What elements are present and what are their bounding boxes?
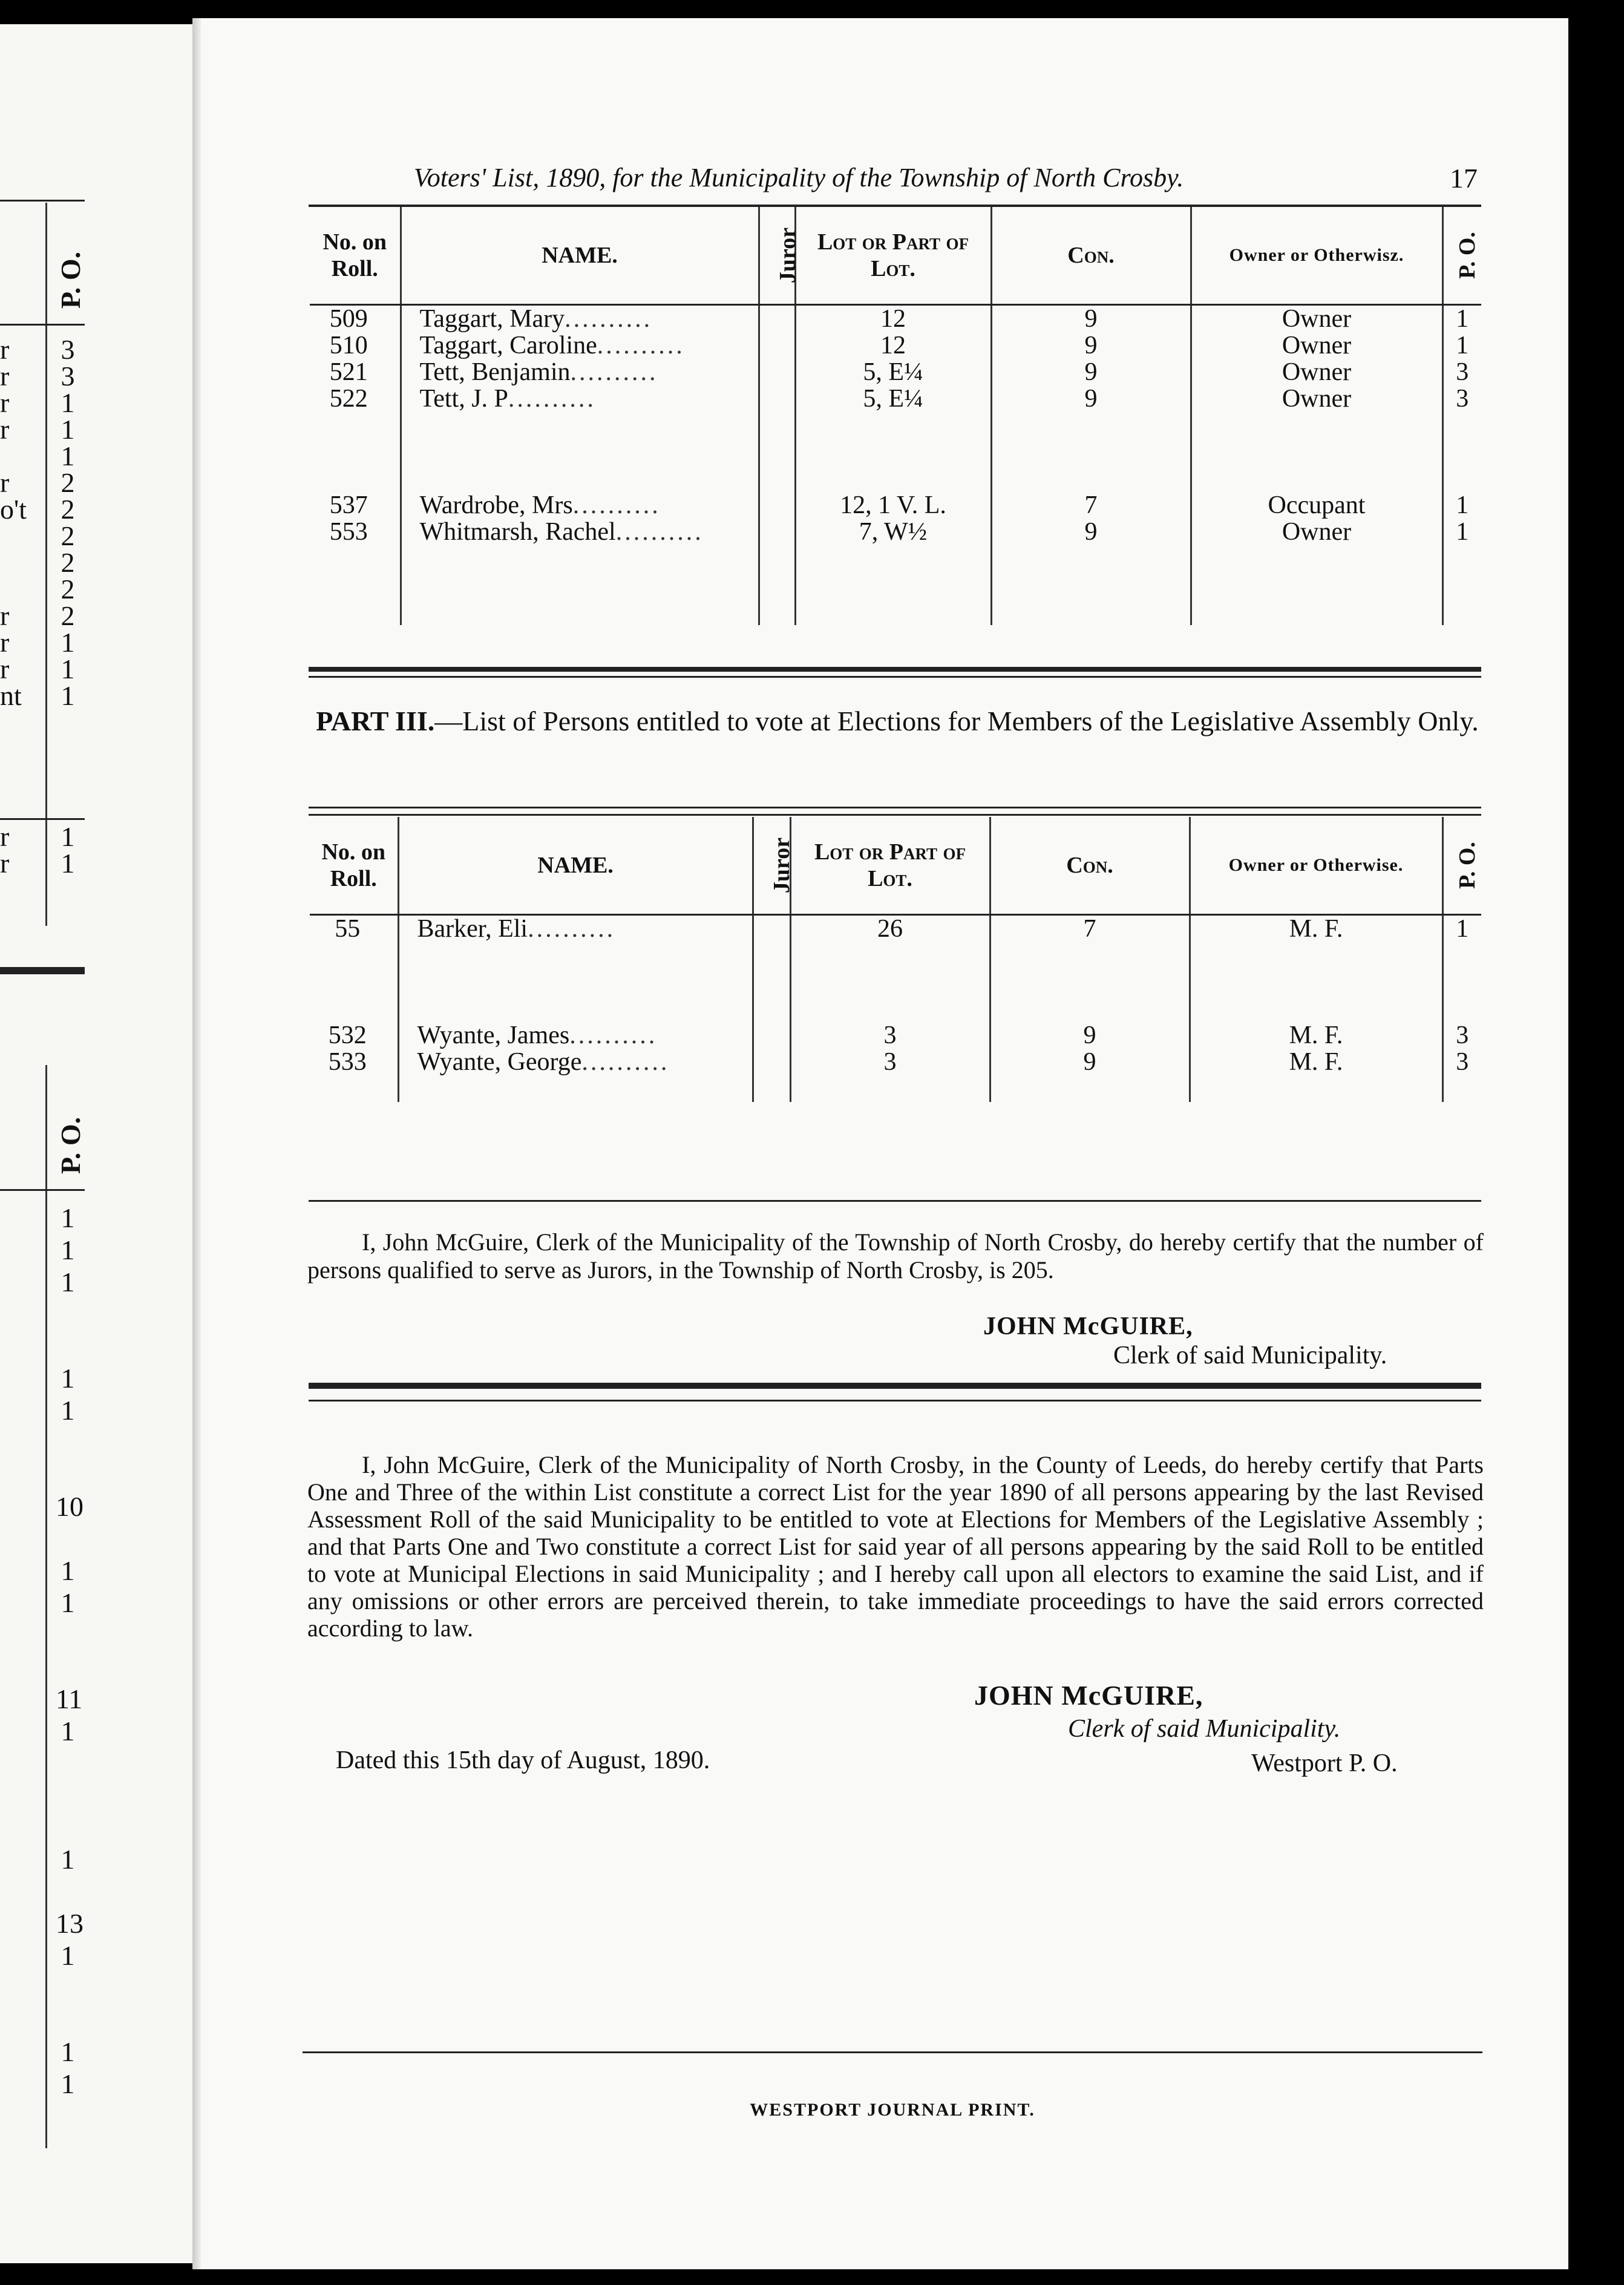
- table-spacer-row: [310, 412, 1481, 439]
- concession-text: 9: [1084, 358, 1098, 386]
- left-top-rule: [0, 200, 85, 202]
- voter-name: [401, 519, 759, 545]
- left-page-po-value: 1: [61, 1267, 75, 1297]
- owner-status-text: M. F.: [1289, 1021, 1343, 1049]
- part3-heading: [313, 702, 1481, 741]
- post-office-text: 1: [1456, 915, 1469, 943]
- left-page-po-value: 2: [61, 467, 75, 498]
- left-thick-rule: [0, 967, 85, 974]
- col-juror-label: Juror: [768, 837, 794, 894]
- left-po-header-2: P. O.: [55, 1116, 86, 1174]
- concession-text: 7: [1084, 491, 1098, 519]
- left-page-row: [0, 2070, 85, 2098]
- left-page-row: [0, 1333, 85, 1360]
- table-row: [310, 915, 1481, 943]
- left-page-po-value: 1: [61, 387, 75, 418]
- concession-text: 9: [1084, 385, 1098, 413]
- voter-name: [398, 1022, 753, 1049]
- owner-status-text: Owner: [1282, 332, 1352, 359]
- dot-leader: ..........: [569, 1022, 658, 1049]
- part3-top-rule: [309, 807, 1481, 808]
- voter-name-text: Tett, Benjamin: [419, 359, 571, 385]
- part3-heading-lead: PART III.: [316, 706, 435, 736]
- lot: [795, 305, 991, 333]
- post-office: [1442, 1049, 1481, 1075]
- col-juror: [759, 207, 801, 305]
- voter-name-text: Whitmarsh, Rachel: [419, 519, 616, 545]
- roll-number-text: 532: [328, 1021, 367, 1049]
- col-no-on-roll: No. on Roll.: [310, 817, 398, 915]
- left-page-po-value: 1: [61, 1716, 75, 1746]
- left-page-row: [0, 362, 85, 390]
- left-page-row: [0, 1749, 85, 1777]
- concession: [991, 519, 1191, 545]
- voter-name-text: Tett, J. P: [419, 385, 508, 412]
- left-page-po-value: 1: [61, 680, 75, 711]
- left-page-row: [0, 1974, 85, 2002]
- left-page-row: [0, 1397, 85, 1424]
- left-page-po-value: 13: [56, 1908, 83, 1939]
- roll-number-text: 522: [329, 385, 368, 413]
- part2-bottom-double-rule: [309, 667, 1481, 672]
- left-page-po-value: 1: [61, 1202, 75, 1233]
- voter-name: [401, 385, 759, 412]
- owner-status-text: Owner: [1282, 358, 1352, 386]
- left-page-po-value: 3: [61, 334, 75, 365]
- part2-bottom-thin-rule: [309, 676, 1481, 678]
- post-office: [1442, 1022, 1481, 1049]
- left-page-po-value: 1: [61, 1395, 75, 1426]
- post-office: [1442, 915, 1481, 943]
- left-page-po-value: 2: [61, 520, 75, 551]
- left-page-row: [0, 1525, 85, 1553]
- left-page-row: [0, 1300, 85, 1328]
- roll-number-text: 553: [329, 518, 368, 546]
- left-page-po-value: 1: [61, 848, 75, 879]
- post-office: [1442, 519, 1481, 545]
- lot: [795, 492, 991, 519]
- left-po-header: P. O.: [55, 251, 86, 309]
- juror-cell: [759, 385, 795, 412]
- left-page-row: [0, 469, 85, 497]
- left-page-text-fragment: nt: [0, 680, 22, 711]
- left-page-po-value: 1: [61, 1234, 75, 1265]
- concession-text: 9: [1083, 1021, 1096, 1049]
- dot-leader: ..........: [581, 1049, 670, 1075]
- table-row: [310, 305, 1481, 333]
- left-page-row: [0, 1621, 85, 1649]
- table-spacer-row: [310, 545, 1481, 572]
- part3-heading-text: —List of Persons entitled to vote at Elections for Members of the Legislative Assembly Only.: [434, 706, 1479, 736]
- owner-status-text: Owner: [1282, 518, 1352, 546]
- dot-leader: ..........: [528, 915, 616, 942]
- col-lot: Lot or Part of Lot.: [790, 817, 990, 915]
- roll-number: [310, 385, 401, 412]
- part3-body: [310, 915, 1481, 1103]
- left-page-po-value: 1: [61, 1940, 75, 1971]
- concession-text: 9: [1084, 305, 1098, 333]
- printer-imprint: WESTPORT JOURNAL PRINT.: [750, 2100, 1035, 2120]
- dot-leader: ..........: [572, 492, 661, 519]
- left-page-text-fragment: o't: [0, 494, 27, 525]
- part2-header-row: [310, 207, 1481, 305]
- left-page-row: [0, 1846, 85, 1874]
- left-page-row: [0, 655, 85, 683]
- owner-status-text: Owner: [1282, 385, 1352, 413]
- dot-leader: ..........: [570, 359, 658, 385]
- lot: [795, 385, 991, 412]
- juror-cell: [753, 915, 790, 943]
- owner-status: [1191, 332, 1442, 359]
- left-page-row: [0, 1685, 85, 1713]
- roll-number: [310, 305, 401, 333]
- post-office-text: 1: [1456, 491, 1469, 519]
- col-po: [1442, 207, 1481, 305]
- part2-body: [310, 305, 1481, 626]
- col-po-label: P. O.: [1454, 232, 1480, 279]
- post-office-text: 3: [1456, 1021, 1469, 1049]
- left-page-row: [0, 682, 85, 710]
- table-spacer-row: [310, 465, 1481, 492]
- left-page-row: [0, 336, 85, 364]
- roll-number: [310, 359, 401, 385]
- dot-leader: ..........: [565, 305, 653, 332]
- col-owner: Owner or Otherwisz.: [1191, 207, 1442, 305]
- lot: [790, 1022, 990, 1049]
- owner-status-text: M. F.: [1289, 1048, 1343, 1076]
- roll-number-text: 533: [328, 1048, 367, 1076]
- concession-text: 9: [1084, 518, 1098, 546]
- owner-status: [1191, 305, 1442, 333]
- left-page-text-fragment: r: [0, 387, 10, 418]
- lot-text: 12: [880, 305, 906, 333]
- left-page-text-fragment: r: [0, 600, 10, 631]
- voter-name: [401, 332, 759, 359]
- left-page-row: [0, 629, 85, 657]
- left-page-row: [0, 1268, 85, 1296]
- post-office: [1442, 305, 1481, 333]
- juror-cert-rule: [309, 1200, 1481, 1202]
- owner-status: [1190, 915, 1442, 943]
- part2-voters-table: [310, 207, 1481, 625]
- left-page-po-value: 1: [61, 627, 75, 658]
- left-page-row: [0, 1878, 85, 1906]
- left-page-po-value: 1: [61, 2036, 75, 2067]
- left-page-text-fragment: r: [0, 654, 10, 684]
- juror-cell: [759, 359, 795, 385]
- concession: [991, 385, 1191, 412]
- roll-number: [310, 1022, 398, 1049]
- col-juror-label: Juror: [774, 227, 801, 284]
- voter-name-text: Wardrobe, Mrs: [419, 492, 573, 519]
- voter-name-text: Taggart, Caroline: [419, 332, 597, 359]
- left-page-row: [0, 1429, 85, 1457]
- table-row: [310, 385, 1481, 412]
- owner-status-text: Owner: [1282, 305, 1352, 333]
- voter-name: [398, 1049, 753, 1075]
- table-spacer-row: [310, 995, 1481, 1022]
- final-cert-dated: Dated this 15th day of August, 1890.: [336, 1746, 710, 1774]
- table-spacer-row: [310, 942, 1481, 969]
- lot: [790, 915, 990, 943]
- left-page-row: [0, 2038, 85, 2066]
- voter-name: [401, 305, 759, 333]
- left-page-text-fragment: r: [0, 627, 10, 658]
- post-office-text: 3: [1456, 385, 1469, 413]
- owner-status: [1190, 1022, 1442, 1049]
- post-office: [1442, 492, 1481, 519]
- post-office: [1442, 359, 1481, 385]
- left-page-po-value: 2: [61, 574, 75, 605]
- left-mid-rule: [0, 818, 85, 820]
- left-page-row: [0, 389, 85, 417]
- lot-text: 3: [883, 1021, 897, 1049]
- part3-header-row: [310, 817, 1481, 915]
- left-page-row: [0, 496, 85, 523]
- table-spacer-row: [310, 598, 1481, 625]
- left-page-po-value: 1: [61, 654, 75, 684]
- post-office-text: 1: [1456, 518, 1469, 546]
- col-juror: [753, 817, 794, 915]
- lot: [790, 1049, 990, 1075]
- left-page-text-fragment: r: [0, 361, 10, 392]
- left-page-row: [0, 522, 85, 550]
- post-office-text: 3: [1456, 1048, 1469, 1076]
- table-row: [310, 1049, 1481, 1075]
- concession: [991, 332, 1191, 359]
- juror-cert-signature: JOHN McGUIRE,: [983, 1313, 1193, 1340]
- left-page-po-value: 1: [61, 1555, 75, 1586]
- juror-cell: [759, 492, 795, 519]
- col-lot: Lot or Part of Lot.: [795, 207, 991, 305]
- juror-cell: [759, 305, 795, 333]
- final-cert-thin-rule: [309, 1400, 1481, 1401]
- roll-number: [310, 332, 401, 359]
- part3-voters-table: [310, 817, 1481, 1102]
- left-page-row: [0, 1589, 85, 1617]
- col-po-label: P. O.: [1454, 842, 1480, 889]
- roll-number: [310, 915, 398, 943]
- running-head: Voters' List, 1890, for the Municipality of the Township of North Crosby.: [413, 163, 1184, 192]
- left-page-row: [0, 823, 85, 851]
- owner-status: [1191, 492, 1442, 519]
- roll-number: [310, 492, 401, 519]
- left-page-row: [0, 1557, 85, 1585]
- lot-text: 12, 1 V. L.: [840, 491, 946, 519]
- left-page-text-fragment: r: [0, 414, 10, 445]
- lot-text: 12: [880, 332, 906, 359]
- post-office: [1442, 385, 1481, 412]
- owner-status-text: Occupant: [1268, 491, 1366, 519]
- left-page-row: [0, 549, 85, 577]
- left-page-po-value: 10: [56, 1491, 83, 1522]
- table-row: [310, 332, 1481, 359]
- table-spacer-row: [310, 572, 1481, 598]
- owner-status: [1190, 1049, 1442, 1075]
- left-page-po-value: 1: [61, 821, 75, 852]
- left-page-po-value: 1: [61, 1844, 75, 1875]
- post-office: [1442, 332, 1481, 359]
- col-name: NAME.: [398, 817, 753, 915]
- voter-name-text: Wyante, James: [417, 1022, 570, 1049]
- juror-cert-title: Clerk of said Municipality.: [1113, 1342, 1387, 1369]
- roll-number-text: 509: [329, 305, 368, 333]
- owner-status: [1191, 359, 1442, 385]
- table-row: [310, 519, 1481, 545]
- left-page-po-value: 1: [61, 1587, 75, 1618]
- table-row: [310, 492, 1481, 519]
- juror-cell: [759, 519, 795, 545]
- lot-text: 7, W½: [859, 518, 928, 546]
- roll-number: [310, 519, 401, 545]
- left-page-row: [0, 1910, 85, 1938]
- owner-status: [1191, 385, 1442, 412]
- concession-text: 9: [1084, 332, 1098, 359]
- imprint-rule: [303, 2051, 1482, 2053]
- left-page-row: [0, 442, 85, 470]
- left-page-po-value: 3: [61, 361, 75, 392]
- lot-text: 3: [883, 1048, 897, 1076]
- post-office-text: 1: [1456, 305, 1469, 333]
- voter-name-text: Wyante, George: [417, 1049, 582, 1075]
- left-page-po-value: 1: [61, 1363, 75, 1394]
- concession-text: 9: [1083, 1048, 1096, 1076]
- left-page-text-fragment: r: [0, 848, 10, 879]
- lot-text: 5, E¼: [863, 358, 923, 386]
- concession: [991, 359, 1191, 385]
- dot-leader: ..........: [508, 385, 596, 412]
- col-owner: Owner or Otherwise.: [1190, 817, 1442, 915]
- page-number: 17: [1450, 163, 1478, 194]
- left-page-po-value: 2: [61, 494, 75, 525]
- left-page-row: [0, 602, 85, 630]
- lot: [795, 359, 991, 385]
- left-header-rule-2: [0, 1189, 85, 1191]
- table-spacer-row: [310, 439, 1481, 465]
- voter-name: [401, 492, 759, 519]
- post-office-text: 3: [1456, 358, 1469, 386]
- juror-cell: [753, 1022, 790, 1049]
- voter-name: [398, 915, 753, 943]
- roll-number-text: 510: [329, 332, 368, 359]
- col-name: NAME.: [401, 207, 759, 305]
- post-office-text: 1: [1456, 332, 1469, 359]
- left-page-row: [0, 1365, 85, 1392]
- final-cert-thick-rule: [309, 1383, 1481, 1389]
- left-page-po-value: 11: [56, 1683, 83, 1714]
- left-page-po-value: 1: [61, 441, 75, 471]
- lot: [795, 519, 991, 545]
- left-page-row: [0, 1204, 85, 1232]
- left-header-rule: [0, 324, 85, 326]
- left-page-fragment: [0, 24, 194, 2263]
- table-spacer-row: [310, 969, 1481, 995]
- voter-name: [401, 359, 759, 385]
- lot-text: 5, E¼: [863, 385, 923, 413]
- left-page-row: [0, 1493, 85, 1521]
- juror-cell: [759, 332, 795, 359]
- concession: [991, 305, 1191, 333]
- left-page-row: [0, 575, 85, 603]
- dot-leader: ..........: [597, 332, 685, 359]
- concession-text: 7: [1083, 915, 1096, 943]
- voter-name-text: Taggart, Mary: [419, 305, 565, 332]
- part3-top-rule-2: [309, 814, 1481, 816]
- concession: [990, 1022, 1190, 1049]
- lot: [795, 332, 991, 359]
- lot-text: 26: [877, 915, 903, 943]
- table-row: [310, 1022, 1481, 1049]
- left-page-text-fragment: r: [0, 821, 10, 852]
- left-page-row: [0, 2006, 85, 2034]
- left-page-row: [0, 1717, 85, 1745]
- roll-number: [310, 1049, 398, 1075]
- juror-cell: [753, 1049, 790, 1075]
- left-page-po-value: 1: [61, 414, 75, 445]
- owner-status: [1191, 519, 1442, 545]
- concession: [991, 492, 1191, 519]
- left-page-po-value: 2: [61, 600, 75, 631]
- left-page-po-value: 1: [61, 2068, 75, 2099]
- voter-name-text: Barker, Eli: [417, 915, 528, 942]
- final-cert-post-office: Westport P. O.: [1251, 1749, 1398, 1777]
- left-page-row: [0, 1814, 85, 1841]
- dot-leader: ..........: [615, 519, 704, 545]
- table-row: [310, 359, 1481, 385]
- table-spacer-row: [310, 1075, 1481, 1102]
- left-page-text-fragment: r: [0, 467, 10, 498]
- final-certificate: I, John McGuire, Clerk of the Municipality of North Crosby, in the County of Leeds, do hereby certify that Parts One and Three of the within List constitute a correct List for the year 1890 of all persons appearing by the last Revised Assessment Roll of the said Municipality to be entitled to vote at Elections for Members of the Legislative Assembly ; and that Parts One and Two constitute a correct List for said year of all persons appearing by the said Roll to be entitled to vote at Municipal Elections in said Municipality ; and I hereby call upon all electors to examine the said List, and if any omissions or other errors are perceived therein, to take immediate proceedings to have the said errors corrected according to law.: [307, 1451, 1484, 1642]
- concession: [990, 1049, 1190, 1075]
- left-page-po-value: 2: [61, 547, 75, 578]
- final-cert-title: Clerk of said Municipality.: [1068, 1715, 1341, 1743]
- final-cert-signature: JOHN McGUIRE,: [974, 1680, 1203, 1711]
- left-page-row: [0, 850, 85, 877]
- book-gutter: [192, 18, 201, 2269]
- left-page-row: [0, 1461, 85, 1489]
- col-con: Con.: [990, 817, 1190, 915]
- left-page-row: [0, 416, 85, 444]
- roll-number-text: 537: [329, 491, 368, 519]
- roll-number-text: 521: [329, 358, 368, 386]
- left-page-text-fragment: r: [0, 334, 10, 365]
- roll-number-text: 55: [335, 915, 361, 943]
- left-page-row: [0, 1782, 85, 1809]
- concession: [990, 915, 1190, 943]
- col-po: [1442, 817, 1481, 915]
- col-con: Con.: [991, 207, 1191, 305]
- left-page-row: [0, 1942, 85, 1970]
- left-page-row: [0, 1653, 85, 1681]
- juror-certificate: I, John McGuire, Clerk of the Municipality of the Township of North Crosby, do hereby certify that the number of persons qualified to serve as Jurors, in the Township of North Crosby, is 205.: [307, 1228, 1484, 1283]
- owner-status-text: M. F.: [1289, 915, 1343, 943]
- left-page-row: [0, 1236, 85, 1264]
- col-no-on-roll: No. on Roll.: [310, 207, 401, 305]
